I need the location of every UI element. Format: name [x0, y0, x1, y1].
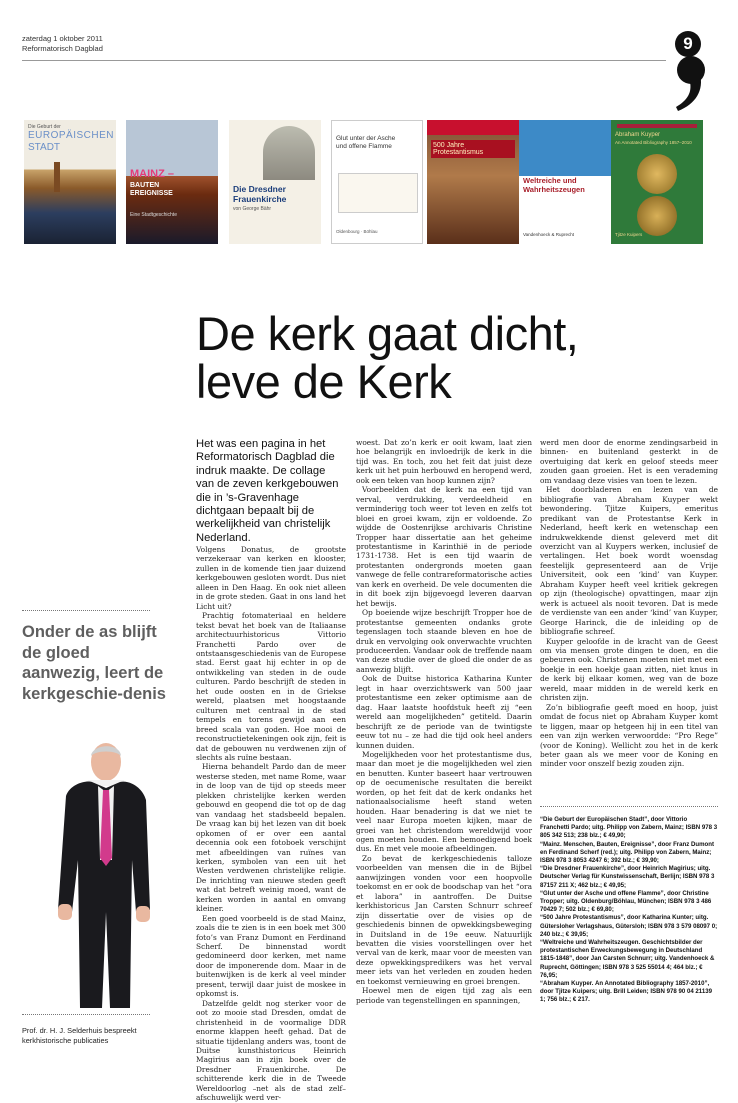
paragraph: Hierna behandelt Pardo dan de meer westerse steden, met name Rome, waar in de loop van de tijd op steeds meer plekken christelijke kerken werden gebouwd en geopend die tot op de dag van vandaag het stadsbeeld bepalen. De vraag kan bij het lezen van dit boek opkomen of er over een aantal decennia ook een fotoboek verschijnt met afbeeldingen van ruïnes van kerken, symbolen van een uit het Westen verdwenen christelijke religie. De inrichting van nieuwe steden geeft wat dat betreft weinig moed, want de kerken worden in aantal en omvang kleiner.	[196, 762, 346, 914]
header-divider	[22, 60, 666, 61]
paragraph: Zo’n bibliografie geeft moed en hoop, juist omdat de focus niet op Abraham Kuyper komt te liggen, maar op hetgeen hij in een titel van een van zijn werken verwoordde: “Pro Rege” (voor de Koning). Wellicht zou het in de kerk beter gaan als we meer voor de Koning en minder voor onszelf bezig zouden zijn.	[540, 702, 718, 769]
cover-title: EREIGNISSE	[130, 190, 173, 197]
paragraph: Hoewel men de eigen tijd zag als een periode van tegenstellingen en spanningen,	[356, 986, 532, 1005]
tower-shape	[54, 162, 60, 192]
body-column-3	[540, 438, 718, 798]
source-entry: “Die Geburt der Europäischen Stadt”, door Vittorio Franchetti Pardo; uitg. Philipp von Zabern, Mainz; ISBN 978 3 805 342 513; 238 blz.; € 49,90;	[540, 816, 718, 840]
cover-text: von George Bähr	[233, 206, 272, 212]
cover-text: Oldenbourg · Böhlau	[336, 229, 378, 234]
cover-title: Glut unter der Asche	[336, 135, 396, 142]
cover-text: Vandenhoeck & Ruprecht	[523, 232, 574, 237]
cover-title: 500 Jahre Protestantismus	[431, 140, 515, 158]
body-column-1	[196, 545, 346, 1103]
book-cover-500-jahre-protestantismus	[427, 120, 519, 244]
headline-line: De kerk gaat dicht,	[196, 307, 579, 360]
cover-band	[617, 124, 697, 128]
book-cover-weltreiche-und-wahrheitszeugen	[519, 120, 611, 244]
paragraph: woest. Dat zo’n kerk er ooit kwam, laat zien hoe belangrijk en invloedrijk de kerk in die tijd was. En toch, zou het feit dat juist deze kerk uit het puin herbouwd en heropend werd, ook een teken van hoop kunnen zijn?	[356, 438, 532, 485]
cover-title: BAUTEN	[130, 182, 160, 189]
medal-image	[637, 154, 677, 194]
book-cover-abraham-kuyper-bibliography	[611, 120, 703, 244]
source-entry: “Weltreiche und Wahrheitszeugen. Geschichtsbilder der protestantischen Erweckungsbewegung in Deutschland 1815-1848”, door Jan Carsten Schnurr; uitg. Vandenhoeck & Ruprecht, Göttingen; ISBN 978 3 525 55014 4; 464 blz.; € 76,95;	[540, 939, 715, 979]
paragraph: Ook de Duitse historica Katharina Kunter legt in haar overzichtswerk van 500 jaar protestantisme een zeker optimisme aan de dag. Haar laatste hoofdstuk heeft zij “een wereld aan mogelijkheden” getiteld. Daarin beschrijft ze de periode van de twintigste eeuw tot nu – ze had die tijd ook heel anders kunnen duiden.	[356, 674, 532, 750]
paragraph: Prachtig fotomateriaal en heldere tekst bevat het boek van de Italiaanse architectuurhistoricus Vittorio Franchetti Pardo over de ontstaansgeschiedenis van de Europese stad. Eerst gaat hij echter in op de ontwikkeling van steden in de oude culturen. Pardo beschrijft de steden in het oude oosten en in de Griekse wereld, plaatsen met hoogstaande culturen met centraal in de stad tempels en torens gewijd aan een breed scala van goden. Hoe mooi de reconstructietekeningen ook zijn, feit is dat de gebouwen nu verdwenen zijn of slechts als ruïne bestaan.	[196, 611, 346, 762]
paragraph: Op boeiende wijze beschrijft Tropper hoe de protestantse gemeenten ondanks grote tegenslagen toch staande bleven en hoe de druk en vervolging ook onverwachte vruchten produceerden. Vandaar ook de treffende naam van deze studie over de gloed die onder de as aanwezig blijft.	[356, 608, 532, 674]
book-cover-dresdner-frauenkirche	[229, 120, 321, 244]
source-entry: “Glut unter der Asche und offene Flamme”, door Christine Tropper; uitg. Oldenburg/Böhlau, München; ISBN 978 3 486 70429 7; 502 blz.; € 69,80;	[540, 889, 712, 914]
cover-title: EUROPÄISCHEN	[28, 130, 115, 141]
headline-line: leve de Kerk	[196, 355, 452, 408]
source-entry: “Mainz. Menschen, Bauten, Ereignisse”, door Franz Dumont en Ferdinand Scherf (red.); uitg. Philipp von Zabern, Mainz; ISBN 978 3 8053 4247 6; 392 blz.; € 39,90;	[540, 840, 715, 865]
cover-text: Die Geburt der	[28, 124, 61, 130]
cover-text: An Annotated Bibliography 1857–2010	[615, 140, 692, 145]
paragraph: Zo bevat de kerkgeschiedenis talloze voorbeelden van mensen die in de Bijbel aanwijzingen vonden voor een hoopvolle toekomst en er ook de boodschap van het “ora et labora” in aantroffen. De Duitse kerkhistoricus Jan Carsten Schnurr schreef zijn dissertatie over de visies op de geschiedenis binnen de opwekkingsbeweging in Duitsland in de 19e eeuw. Natuurlijk bevatten die visies voorstellingen over het verval van de kerk, maar voor de meesten van deze opwekkingspredikers was het verval meer iets van het verleden en zouden heden en toekomst vernieuwing en groei brengen.	[356, 853, 532, 986]
book-cover-europaeische-stadt	[24, 120, 116, 244]
body-column-2	[356, 438, 532, 1044]
pullquote-divider	[22, 610, 150, 611]
book-cover-glut-unter-der-asche	[331, 120, 423, 244]
church-dome-shape	[263, 126, 315, 180]
cover-title: MAINZ –	[130, 168, 174, 180]
paragraph: Mogelijkheden voor het protestantisme dus, maar dan moet je die mogelijkheden wel zien en benutten. Kunter baseert haar vertrouwen op de oecumenische resultaten die bereikt worden, op het feit dat de kerk ondanks het nationaalsocialisme heeft stand weten houden. Haar benadering is dat we niet te veel naar Europa moeten kijken, maar de groei van het christendom wereldwijd voor ogen moeten houden. Een bemoedigend boek dus. En met vele mooie afbeeldingen.	[356, 749, 532, 854]
cover-title: STADT	[28, 142, 61, 153]
paper-name: Reformatorisch Dagblad	[22, 44, 103, 53]
date-line: zaterdag 1 oktober 2011	[22, 34, 103, 43]
paragraph: Datzelfde geldt nog sterker voor de oot zo mooie stad Dresden, omdat de christenheid in de voormalige DDR enorme klappen heeft gehad. Dat de situatie tijdenlang anders was, toont de Duitse kunsthistoricus Heinrich Magirius aan in zijn boek over de Dresdner Frauenkirche. De schitterende kerk die in de Tweede Wereldoorlog –net als de stad zelf– afschuwelijk werd ver-	[196, 998, 346, 1103]
book-cover-mainz	[126, 120, 218, 244]
manuscript-image	[338, 173, 418, 213]
cover-title: Frauenkirche	[233, 194, 287, 204]
paragraph: Een goed voorbeeld is de stad Mainz, zoals die te zien is in een boek met 300 foto’s van Franz Dumont en Ferdinand Scherf. De binnenstad wordt gedomineerd door kerken, met name door de imponerende dom. Maar in de buitenwijken is de kerk al veel minder present, terwijl daar juist de moskee in opkomst is.	[196, 913, 346, 999]
comma-logo-icon	[672, 54, 710, 112]
paragraph: Kuyper geloofde in de kracht van de Geest om via mensen grote dingen te doen, en die gebeuren ook. Christenen moeten niet met een boekje in een hoekje gaan zitten, niet knus in de kerk bij elkaar komen, weg van de boze wereld, maar midden in de wereld kerk en christen zijn.	[540, 636, 718, 703]
paragraph: Volgens Donatus, de grootste verzekeraar van kerken en klooster, zullen in de komende tien jaar duizend kerkgebouwen gesloten wordt. Dus niet alleen in Den Haag. En ook niet alleen in de grote steden. Gaat in ons land het Licht uit?	[196, 545, 346, 611]
photo-caption: Prof. dr. H. J. Selderhuis bespreekt kerkhistorische publicaties	[22, 1026, 137, 1045]
book-sources-list	[540, 816, 718, 1052]
medal-image	[637, 196, 677, 236]
cover-title: Weltreiche und	[523, 176, 577, 185]
source-entry: “Abraham Kuyper. An Annotated Bibliography 1857-2010”, door Tjitze Kuipers; uitg. Brill Leiden; ISBN 978 90 04 21139 1; 756 blz.; € 217.	[540, 980, 713, 1004]
cover-title: Die Dresdner	[233, 184, 286, 194]
cover-title: und offene Flamme	[336, 143, 392, 150]
page-header	[22, 34, 103, 54]
sources-divider	[540, 806, 718, 807]
source-entry: “Die Dresdner Frauenkirche”, door Heinrich Magirius; uitg. Deutscher Verlag für Kunstwissenschaft, Berlijn; ISBN 978 3 87157 211 X; 462 blz.; € 49,95;	[540, 865, 715, 889]
article-headline	[196, 307, 716, 408]
source-entry: “500 Jahre Protestantismus”, door Katharina Kunter; uitg. Gütersloher Verlagshaus, Gütersloh; ISBN 978 3 579 08097 0; 240 blz.; € 39,95;	[540, 914, 718, 938]
paragraph: Het doorbladeren en lezen van de bibliografie van Abraham Kuyper wekt bewondering. Tjitze Kuipers, emeritus predikant van de Protestantse Kerk in Nederland, heeft kerk en wetenschap een indrukwekkende dienst geleverd met dit overzicht van al Kuypers werken, inclusief de vertalingen. Het boek wordt woensdag feestelijk gepresenteerd aan de Vrije Universiteit, ook een ‘kind’ van Kuyper. Abraham Kuyper heeft veel kritiek gekregen op zijn (theologische) opvattingen, maar zijn werk is actueel als nooit tevoren. Dat is mede de verdienste van een ander ‘kind’ van Kuyper, George Harinck, die de inleiding op de bibliografie schreef.	[540, 485, 718, 637]
cover-title: Wahrheitszeugen	[523, 185, 585, 194]
caption-divider	[22, 1014, 150, 1015]
page-number-badge: 9	[675, 31, 701, 57]
cover-text: Eine Stadtgeschichte	[130, 212, 177, 218]
paragraph: Voorbeelden dat de kerk na een tijd van verval, verdrukking, verdeeldheid en verminderiŋg toch weer tot leven en zelfs tot bloei en groei kwam, zijn er voldoende. Zo wijdde de Oostenrijkse archivaris Christine Tropper haar dissertatie aan het geheime protestantisme in Karinthië in de periode 1731-1738. Het is een tijd waarin de protestanten ondergronds moeten gaan vanwege de felle contrareformatorische acties van kerk en overheid. De vele documenten die in dit boek zijn bijgevoegd leveren daarvan het bewijs.	[356, 485, 532, 608]
cover-text: Tjitze Kuipers	[615, 232, 643, 237]
article-intro: Het was een pagina in het Reformatorisch Dagblad die indruk maakte. De collage van de zeven kerkgebouwen die in ’s-Gravenhage dichtgaan bepaalt bij de werkelijkheid van christelijk Nederland.	[196, 438, 339, 544]
author-photo	[52, 740, 154, 1010]
paragraph: werd men door de enorme zendingsarbeid in binnen- en buitenland gesterkt in de overtuiging dat kerk en geloof steeds meer zouden gaan groeien. Het is een verademing om vandaag deze visies van toen te lezen.	[540, 438, 718, 485]
cover-title: Abraham Kuyper	[615, 132, 661, 138]
pull-quote: Onder de as blijft de gloed aanwezig, leert de kerkgeschie-denis	[22, 623, 166, 703]
